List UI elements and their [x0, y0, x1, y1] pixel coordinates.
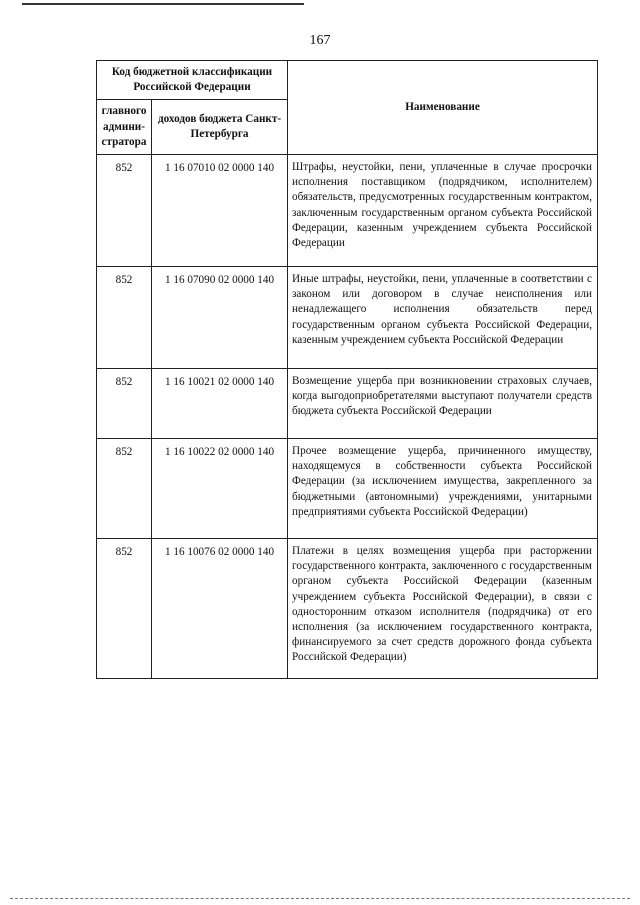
- admin-code-cell: 852: [97, 155, 152, 267]
- income-code-cell: 1 16 10022 02 0000 140: [152, 439, 288, 539]
- admin-code-cell: 852: [97, 267, 152, 369]
- header-admin: главного админи-стратора: [97, 100, 152, 155]
- income-code-cell: 1 16 10076 02 0000 140: [152, 539, 288, 679]
- header-group-label: Код бюджетной классификации Российской Федерации: [97, 61, 288, 100]
- table-row: [97, 539, 598, 679]
- page-number: 167: [309, 33, 331, 48]
- header-income: доходов бюджета Санкт-Петербурга: [152, 100, 288, 155]
- table-row: [97, 267, 598, 369]
- admin-code-cell: 852: [97, 539, 152, 679]
- name-cell: Прочее возмещение ущерба, причиненного имуществу, находящемуся в собственности субъекта Российской Федерации (за исключением имущества, закрепленного за бюджетными (автономными) учреждениями, унитарными предприятиями субъекта Российской Федерации): [288, 439, 598, 539]
- top-rule: [22, 3, 304, 5]
- budget-classification-table: [96, 60, 598, 679]
- table-header-row: [97, 61, 598, 100]
- table-row: [97, 439, 598, 539]
- admin-code-cell: 852: [97, 369, 152, 439]
- name-cell: Платежи в целях возмещения ущерба при расторжении государственного контракта, заключенного с государственным органом субъекта Российской Федерации (казенным учреждением субъекта Российской Федерации), в связи с односторонним отказом исполнителя (подрядчика) от его исполнения (за исключением государственного контракта, финансируемого за счет средств дорожного фонда субъекта Российской Федерации): [288, 539, 598, 679]
- header-name: Наименование: [288, 61, 598, 155]
- name-cell: Возмещение ущерба при возникновении страховых случаев, когда выгодоприобретателями выступают получатели средств бюджета субъекта Российской Федерации: [288, 369, 598, 439]
- name-cell: Иные штрафы, неустойки, пени, уплаченные в соответствии с законом или договором в случае неисполнения или ненадлежащего исполнения обязательств перед государственным органом субъекта Российской Федерации, казенным учреждением субъекта Российской Федерации: [288, 267, 598, 369]
- income-code-cell: 1 16 07010 02 0000 140: [152, 155, 288, 267]
- income-code-cell: 1 16 10021 02 0000 140: [152, 369, 288, 439]
- table-row: [97, 369, 598, 439]
- name-cell: Штрафы, неустойки, пени, уплаченные в случае просрочки исполнения поставщиком (подрядчиком, исполнителем) обязательств, предусмотренных государственным контрактом, заключенным государственным органом субъекта Российской Федерации, казенным учреждением субъекта Российской Федерации: [288, 155, 598, 267]
- bottom-rule: [10, 898, 630, 899]
- table-row: [97, 155, 598, 267]
- admin-code-cell: 852: [97, 439, 152, 539]
- income-code-cell: 1 16 07090 02 0000 140: [152, 267, 288, 369]
